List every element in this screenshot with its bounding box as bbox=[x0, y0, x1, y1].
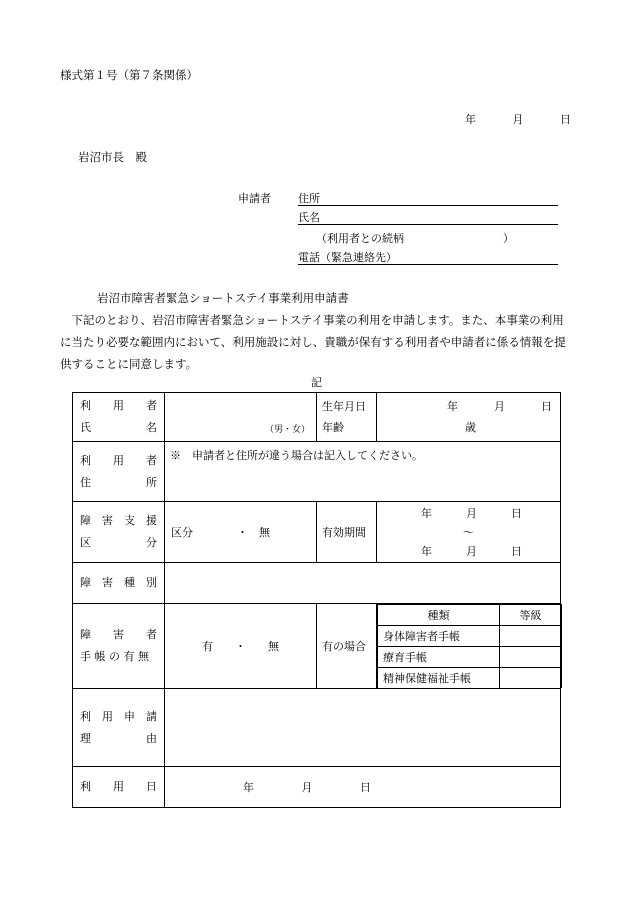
disability-type-field[interactable] bbox=[165, 563, 561, 604]
disability-type-label: 障 害 種 別 bbox=[73, 563, 165, 604]
applicant-name-line bbox=[298, 224, 558, 225]
support-field[interactable] bbox=[165, 502, 317, 563]
birth-label: 生年月日 年齢 bbox=[317, 393, 377, 442]
support-value: 区分 ・ 無 bbox=[171, 526, 270, 539]
handbook-field[interactable] bbox=[165, 604, 317, 689]
support-label: 障 害 支 援 区 分 bbox=[73, 502, 165, 563]
handbook-label: 障 害 者 手 帳 の 有 無 bbox=[73, 604, 165, 689]
valid-tilde: ～ bbox=[463, 525, 474, 539]
handbook-inner-table bbox=[377, 604, 562, 688]
reason-label: 利 用 申 請 理 由 bbox=[73, 689, 165, 767]
gender-choice: （男・女） bbox=[264, 425, 310, 435]
user-address-label: 利 用 者 住 所 bbox=[73, 442, 165, 502]
date-line bbox=[465, 111, 571, 127]
row-user-name bbox=[73, 393, 561, 442]
row-handbook bbox=[73, 604, 561, 689]
applicant-label: 申請者 bbox=[238, 192, 271, 205]
handbook-grade-physical[interactable] bbox=[500, 626, 562, 647]
date-month: 月 bbox=[512, 113, 524, 126]
body-paragraph: 下記のとおり、岩沼市障害者緊急ショートステイ事業の利用を申請します。また、本事業の利用に当たり必要な範囲内において、利用施設に対し、貴職が保有する利用者や申請者に係る情報を提供することに同意します。 bbox=[60, 313, 566, 371]
reason-field[interactable] bbox=[165, 689, 561, 767]
addressee: 岩沼市長 殿 bbox=[78, 150, 147, 164]
date-day: 日 bbox=[560, 113, 571, 126]
valid-period-field[interactable]: 年 月 日 ～ 年 月 日 bbox=[377, 502, 561, 563]
handbook-case-label: 有の場合 bbox=[317, 604, 377, 689]
application-table bbox=[72, 392, 561, 808]
row-use-date bbox=[73, 767, 561, 808]
handbook-type-rehabilitation: 療育手帳 bbox=[378, 647, 500, 668]
age-unit: 歳 bbox=[465, 421, 476, 434]
handbook-grade-mental[interactable] bbox=[500, 668, 562, 689]
handbook-header-grade: 等級 bbox=[500, 605, 562, 626]
user-name-field[interactable] bbox=[165, 393, 317, 442]
applicant-address-label: 住所 bbox=[298, 192, 320, 205]
handbook-detail bbox=[377, 604, 561, 689]
valid-period-label: 有効期間 bbox=[317, 502, 377, 563]
applicant-phone-line bbox=[298, 264, 558, 265]
applicant-relation: （利用者との続柄 ） bbox=[316, 232, 514, 245]
user-name-label: 利 用 者 氏 名 bbox=[73, 393, 165, 442]
row-reason bbox=[73, 689, 561, 767]
applicant-name-label: 氏名 bbox=[298, 211, 320, 224]
form-number: 様式第１号（第７条関係） bbox=[60, 68, 198, 82]
birth-field[interactable]: 年 月 日 歳 bbox=[377, 393, 561, 442]
document-title: 岩沼市障害者緊急ショートステイ事業利用申請書 bbox=[97, 291, 349, 305]
handbook-header-type: 種類 bbox=[378, 605, 500, 626]
date-year: 年 bbox=[465, 113, 476, 126]
row-user-address bbox=[73, 442, 561, 502]
applicant-phone-label: 電話（緊急連絡先） bbox=[298, 251, 397, 264]
handbook-value: 有 ・ 無 bbox=[202, 640, 279, 653]
handbook-grade-rehabilitation[interactable] bbox=[500, 647, 562, 668]
applicant-address-line bbox=[298, 205, 558, 206]
row-support-category bbox=[73, 502, 561, 563]
address-note: ※ 申請者と住所が違う場合は記入してください。 bbox=[170, 449, 423, 462]
use-date-label: 利 用 日 bbox=[73, 767, 165, 808]
handbook-type-mental: 精神保健福祉手帳 bbox=[378, 668, 500, 689]
user-address-field[interactable] bbox=[165, 442, 561, 502]
row-disability-type bbox=[73, 563, 561, 604]
handbook-type-physical: 身体障害者手帳 bbox=[378, 626, 500, 647]
ki-mark: 記 bbox=[311, 376, 322, 389]
use-date-field[interactable]: 年 月 日 bbox=[165, 767, 561, 808]
